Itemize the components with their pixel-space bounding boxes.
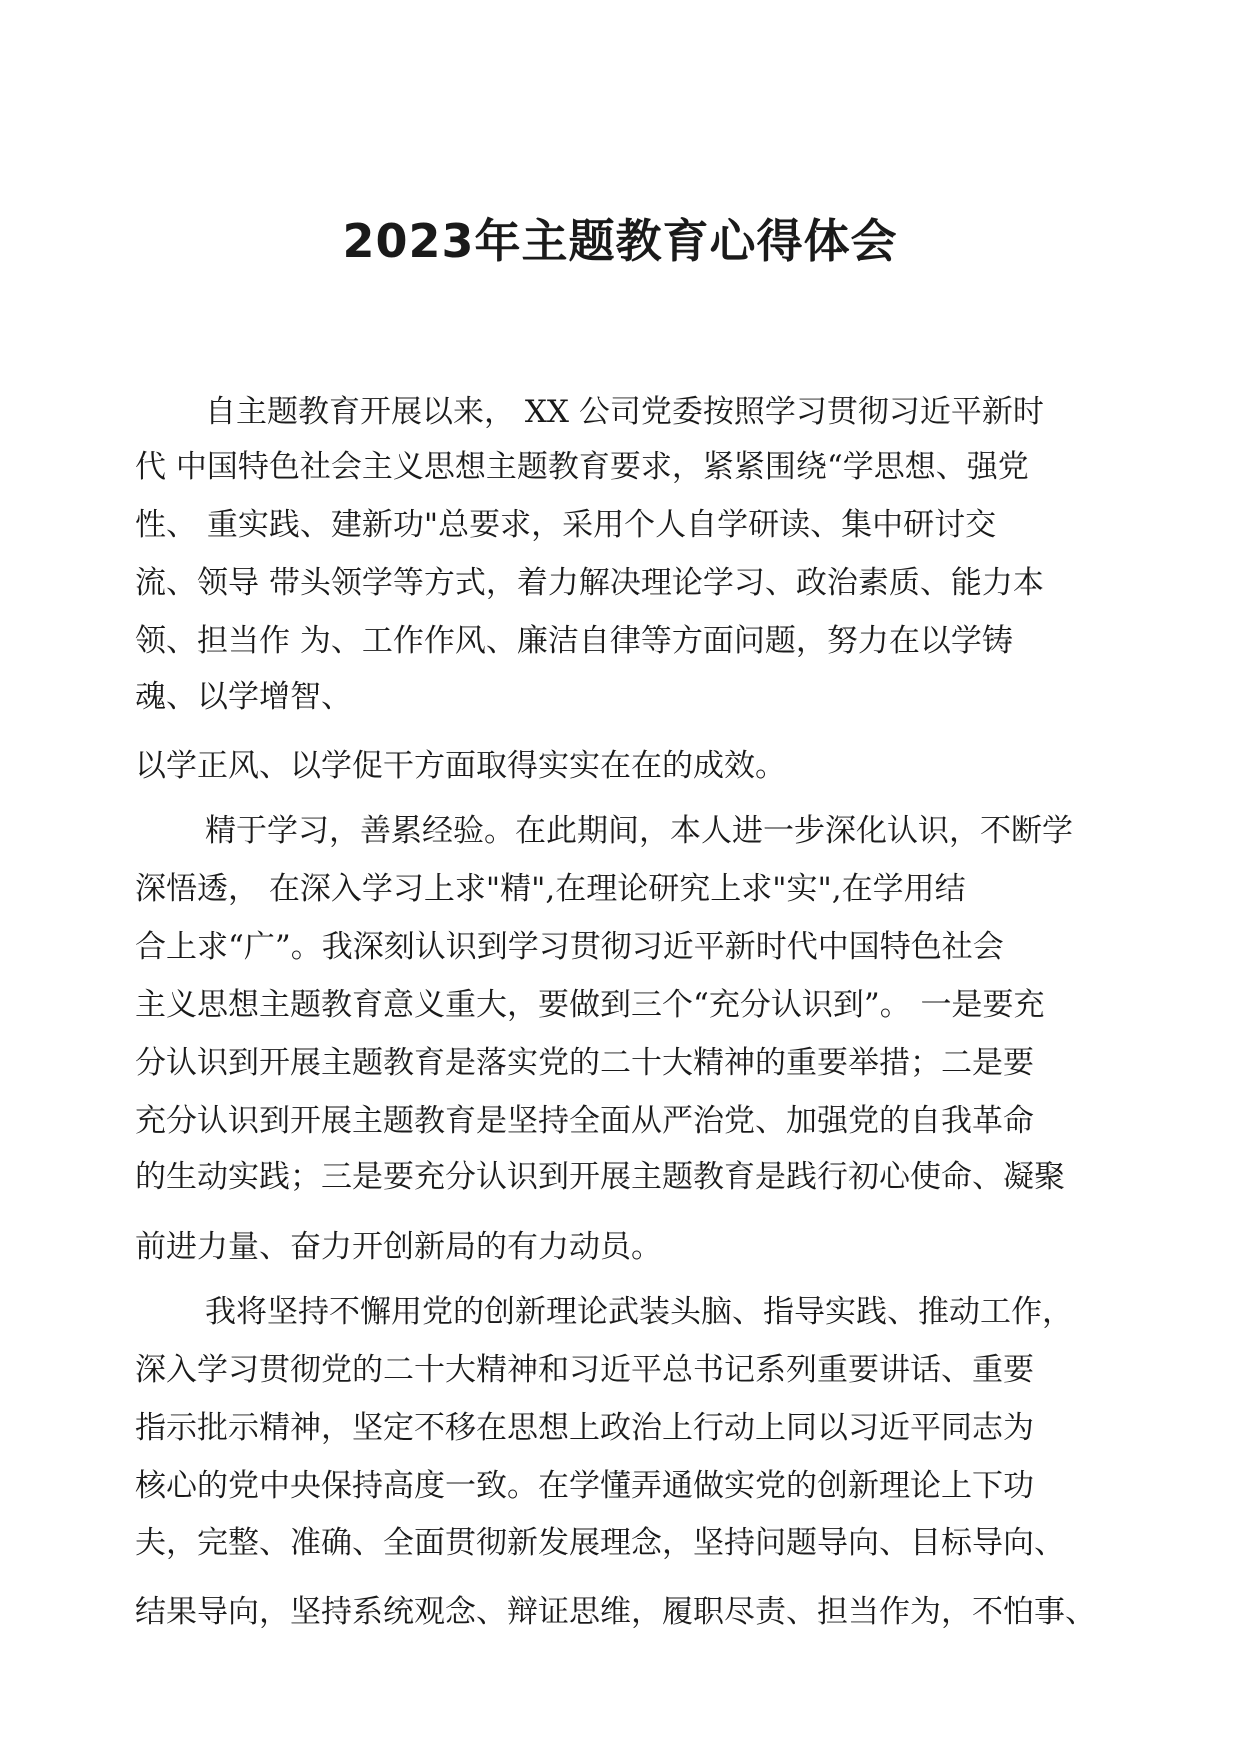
body-line: 充分认识到开展主题教育是坚持全面从严治党、加强党的自我革命 <box>135 1103 1034 1139</box>
body-line: 分认识到开展主题教育是落实党的二十大精神的重要举措；二是要 <box>135 1045 1034 1081</box>
body-line: 以学正风、以学促干方面取得实实在在的成效。 <box>135 748 786 784</box>
body-line: 魂、以学增智、 <box>135 679 352 715</box>
body-line: 指示批示精神，坚定不移在思想上政治上行动上同以习近平同志为 <box>135 1410 1034 1446</box>
body-line: 的生动实践；三是要充分认识到开展主题教育是践行初心使命、凝聚 <box>135 1159 1065 1195</box>
body-line: 结果导向，坚持系统观念、辩证思维，履职尽责、担当作为，不怕事、 <box>135 1594 1096 1630</box>
body-line: 我将坚持不懈用党的创新理论武装头脑、指导实践、推动工作， <box>205 1294 1073 1330</box>
body-line: 流、领导 带头领学等方式，着力解决理论学习、政治素质、能力本 <box>135 565 1044 601</box>
document-title: 2023年主题教育心得体会 <box>342 214 898 268</box>
body-line: 核心的党中央保持高度一致。在学懂弄通做实党的创新理论上下功 <box>135 1468 1034 1504</box>
body-line: 代 中国特色社会主义思想主题教育要求，紧紧围绕“学思想、强党 <box>135 449 1029 485</box>
body-line: 深悟透， 在深入学习上求"精",在理论研究上求"实",在学用结 <box>135 871 966 907</box>
body-line: 夫，完整、准确、全面贯彻新发展理念，坚持问题导向、目标导向、 <box>135 1525 1065 1561</box>
body-line: 前进力量、奋力开创新局的有力动员。 <box>135 1229 662 1265</box>
body-line: 合上求“广”。我深刻认识到学习贯彻习近平新时代中国特色社会 <box>135 929 1004 965</box>
body-line: 性、 重实践、建新功"总要求，采用个人自学研读、集中研讨交 <box>135 507 997 543</box>
body-line: 主义思想主题教育意义重大，要做到三个“充分认识到”。 一是要充 <box>135 987 1045 1023</box>
body-line: 自主题教育开展以来， XX 公司党委按照学习贯彻习近平新时 <box>205 394 1044 430</box>
body-line: 精于学习，善累经验。在此期间，本人进一步深化认识，不断学 <box>205 813 1073 849</box>
body-line: 领、担当作 为、工作作风、廉洁自律等方面问题，努力在以学铸 <box>135 623 1013 659</box>
body-line: 深入学习贯彻党的二十大精神和习近平总书记系列重要讲话、重要 <box>135 1352 1034 1388</box>
